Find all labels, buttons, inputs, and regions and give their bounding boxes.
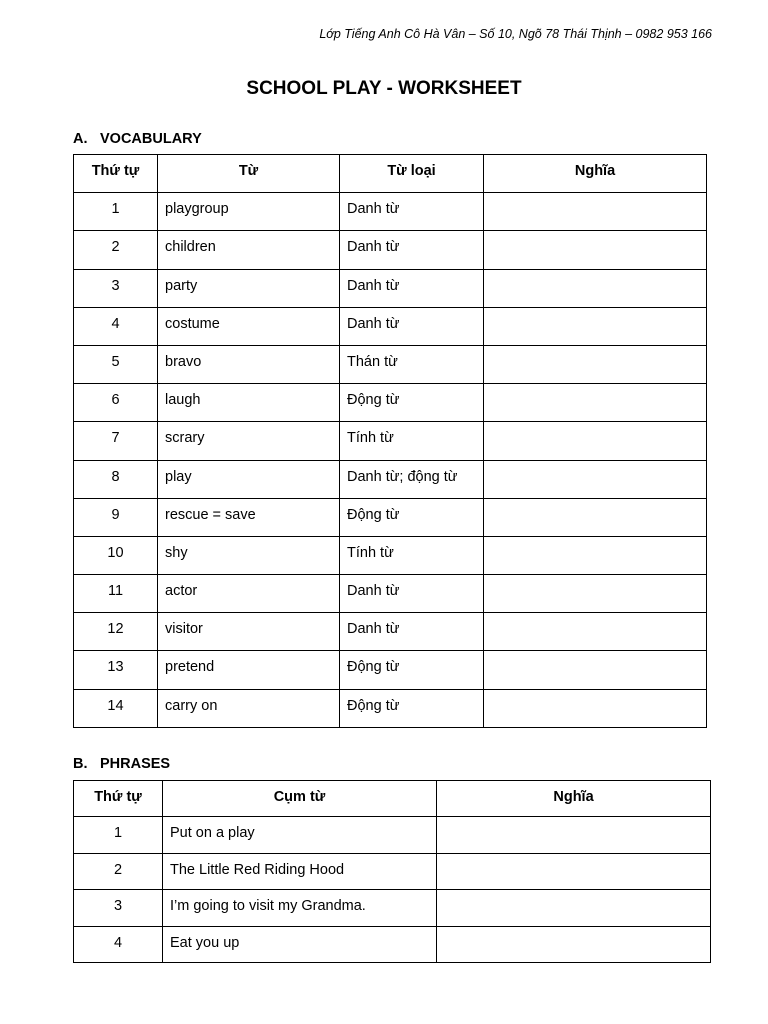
phrase-cell: I’m going to visit my Grandma. [163,890,437,926]
vocabulary-table-body [74,193,707,728]
meaning-cell[interactable] [484,613,707,651]
table-row [74,231,707,269]
phrases-header-row [74,781,711,817]
meaning-cell[interactable] [484,460,707,498]
section-a-letter: A. [73,131,88,147]
meaning-cell[interactable] [484,422,707,460]
phrases-table-body [74,817,711,963]
word-type-cell: Danh từ; động từ [340,460,484,498]
table-row [74,193,707,231]
phrases-table [73,780,711,963]
row-number-cell: 14 [74,689,158,727]
word-cell: playgroup [158,193,340,231]
word-type-cell: Danh từ [340,269,484,307]
word-type-cell: Động từ [340,384,484,422]
word-type-cell: Danh từ [340,231,484,269]
table-row [74,536,707,574]
table-row [74,613,707,651]
column-header-meaning: Nghĩa [437,781,711,817]
table-row [74,384,707,422]
word-type-cell: Danh từ [340,613,484,651]
row-number-cell: 11 [74,575,158,613]
meaning-cell[interactable] [437,890,711,926]
row-number-cell: 2 [74,853,163,889]
phrase-cell: Eat you up [163,926,437,962]
table-row [74,926,711,962]
table-row [74,689,707,727]
column-header-phrase: Cụm từ [163,781,437,817]
word-cell: bravo [158,345,340,383]
word-cell: laugh [158,384,340,422]
section-b-letter: B. [73,756,88,772]
meaning-cell[interactable] [484,231,707,269]
word-type-cell: Động từ [340,689,484,727]
section-b-heading [73,756,170,772]
word-cell: carry on [158,689,340,727]
vocabulary-table [73,154,707,728]
word-cell: visitor [158,613,340,651]
word-type-cell: Danh từ [340,193,484,231]
column-header-order: Thứ tự [74,155,158,193]
meaning-cell[interactable] [484,307,707,345]
row-number-cell: 7 [74,422,158,460]
row-number-cell: 3 [74,269,158,307]
word-cell: pretend [158,651,340,689]
column-header-word: Từ [158,155,340,193]
row-number-cell: 4 [74,926,163,962]
word-cell: play [158,460,340,498]
row-number-cell: 6 [74,384,158,422]
table-row [74,575,707,613]
meaning-cell[interactable] [437,926,711,962]
phrase-cell: Put on a play [163,817,437,853]
meaning-cell[interactable] [437,853,711,889]
word-cell: children [158,231,340,269]
word-type-cell: Động từ [340,651,484,689]
meaning-cell[interactable] [484,193,707,231]
meaning-cell[interactable] [484,689,707,727]
word-cell: shy [158,536,340,574]
table-row [74,817,711,853]
row-number-cell: 1 [74,817,163,853]
row-number-cell: 4 [74,307,158,345]
meaning-cell[interactable] [484,345,707,383]
word-cell: actor [158,575,340,613]
meaning-cell[interactable] [484,498,707,536]
row-number-cell: 9 [74,498,158,536]
meaning-cell[interactable] [484,269,707,307]
table-row [74,498,707,536]
table-row [74,460,707,498]
word-type-cell: Danh từ [340,575,484,613]
row-number-cell: 1 [74,193,158,231]
section-b-title: PHRASES [100,756,171,772]
column-header-word-type: Từ loại [340,155,484,193]
meaning-cell[interactable] [484,536,707,574]
column-header-meaning: Nghĩa [484,155,707,193]
row-number-cell: 13 [74,651,158,689]
table-row [74,422,707,460]
word-cell: scrary [158,422,340,460]
table-row [74,651,707,689]
word-cell: party [158,269,340,307]
meaning-cell[interactable] [484,384,707,422]
row-number-cell: 2 [74,231,158,269]
header-contact-line: Lớp Tiếng Anh Cô Hà Vân – Số 10, Ngõ 78 Thái Thịnh – 0982 953 166 [319,27,712,41]
word-type-cell: Động từ [340,498,484,536]
row-number-cell: 3 [74,890,163,926]
phrase-cell: The Little Red Riding Hood [163,853,437,889]
word-type-cell: Thán từ [340,345,484,383]
word-type-cell: Danh từ [340,307,484,345]
word-type-cell: Tính từ [340,422,484,460]
page-title: SCHOOL PLAY - WORKSHEET [246,78,522,99]
column-header-order: Thứ tự [74,781,163,817]
row-number-cell: 10 [74,536,158,574]
word-cell: rescue = save [158,498,340,536]
table-row [74,269,707,307]
table-row [74,307,707,345]
meaning-cell[interactable] [437,817,711,853]
table-row [74,853,711,889]
meaning-cell[interactable] [484,575,707,613]
word-type-cell: Tính từ [340,536,484,574]
meaning-cell[interactable] [484,651,707,689]
row-number-cell: 5 [74,345,158,383]
section-a-heading [73,131,202,147]
table-row [74,890,711,926]
vocabulary-header-row [74,155,707,193]
section-a-title: VOCABULARY [100,131,202,147]
word-cell: costume [158,307,340,345]
table-row [74,345,707,383]
row-number-cell: 12 [74,613,158,651]
row-number-cell: 8 [74,460,158,498]
